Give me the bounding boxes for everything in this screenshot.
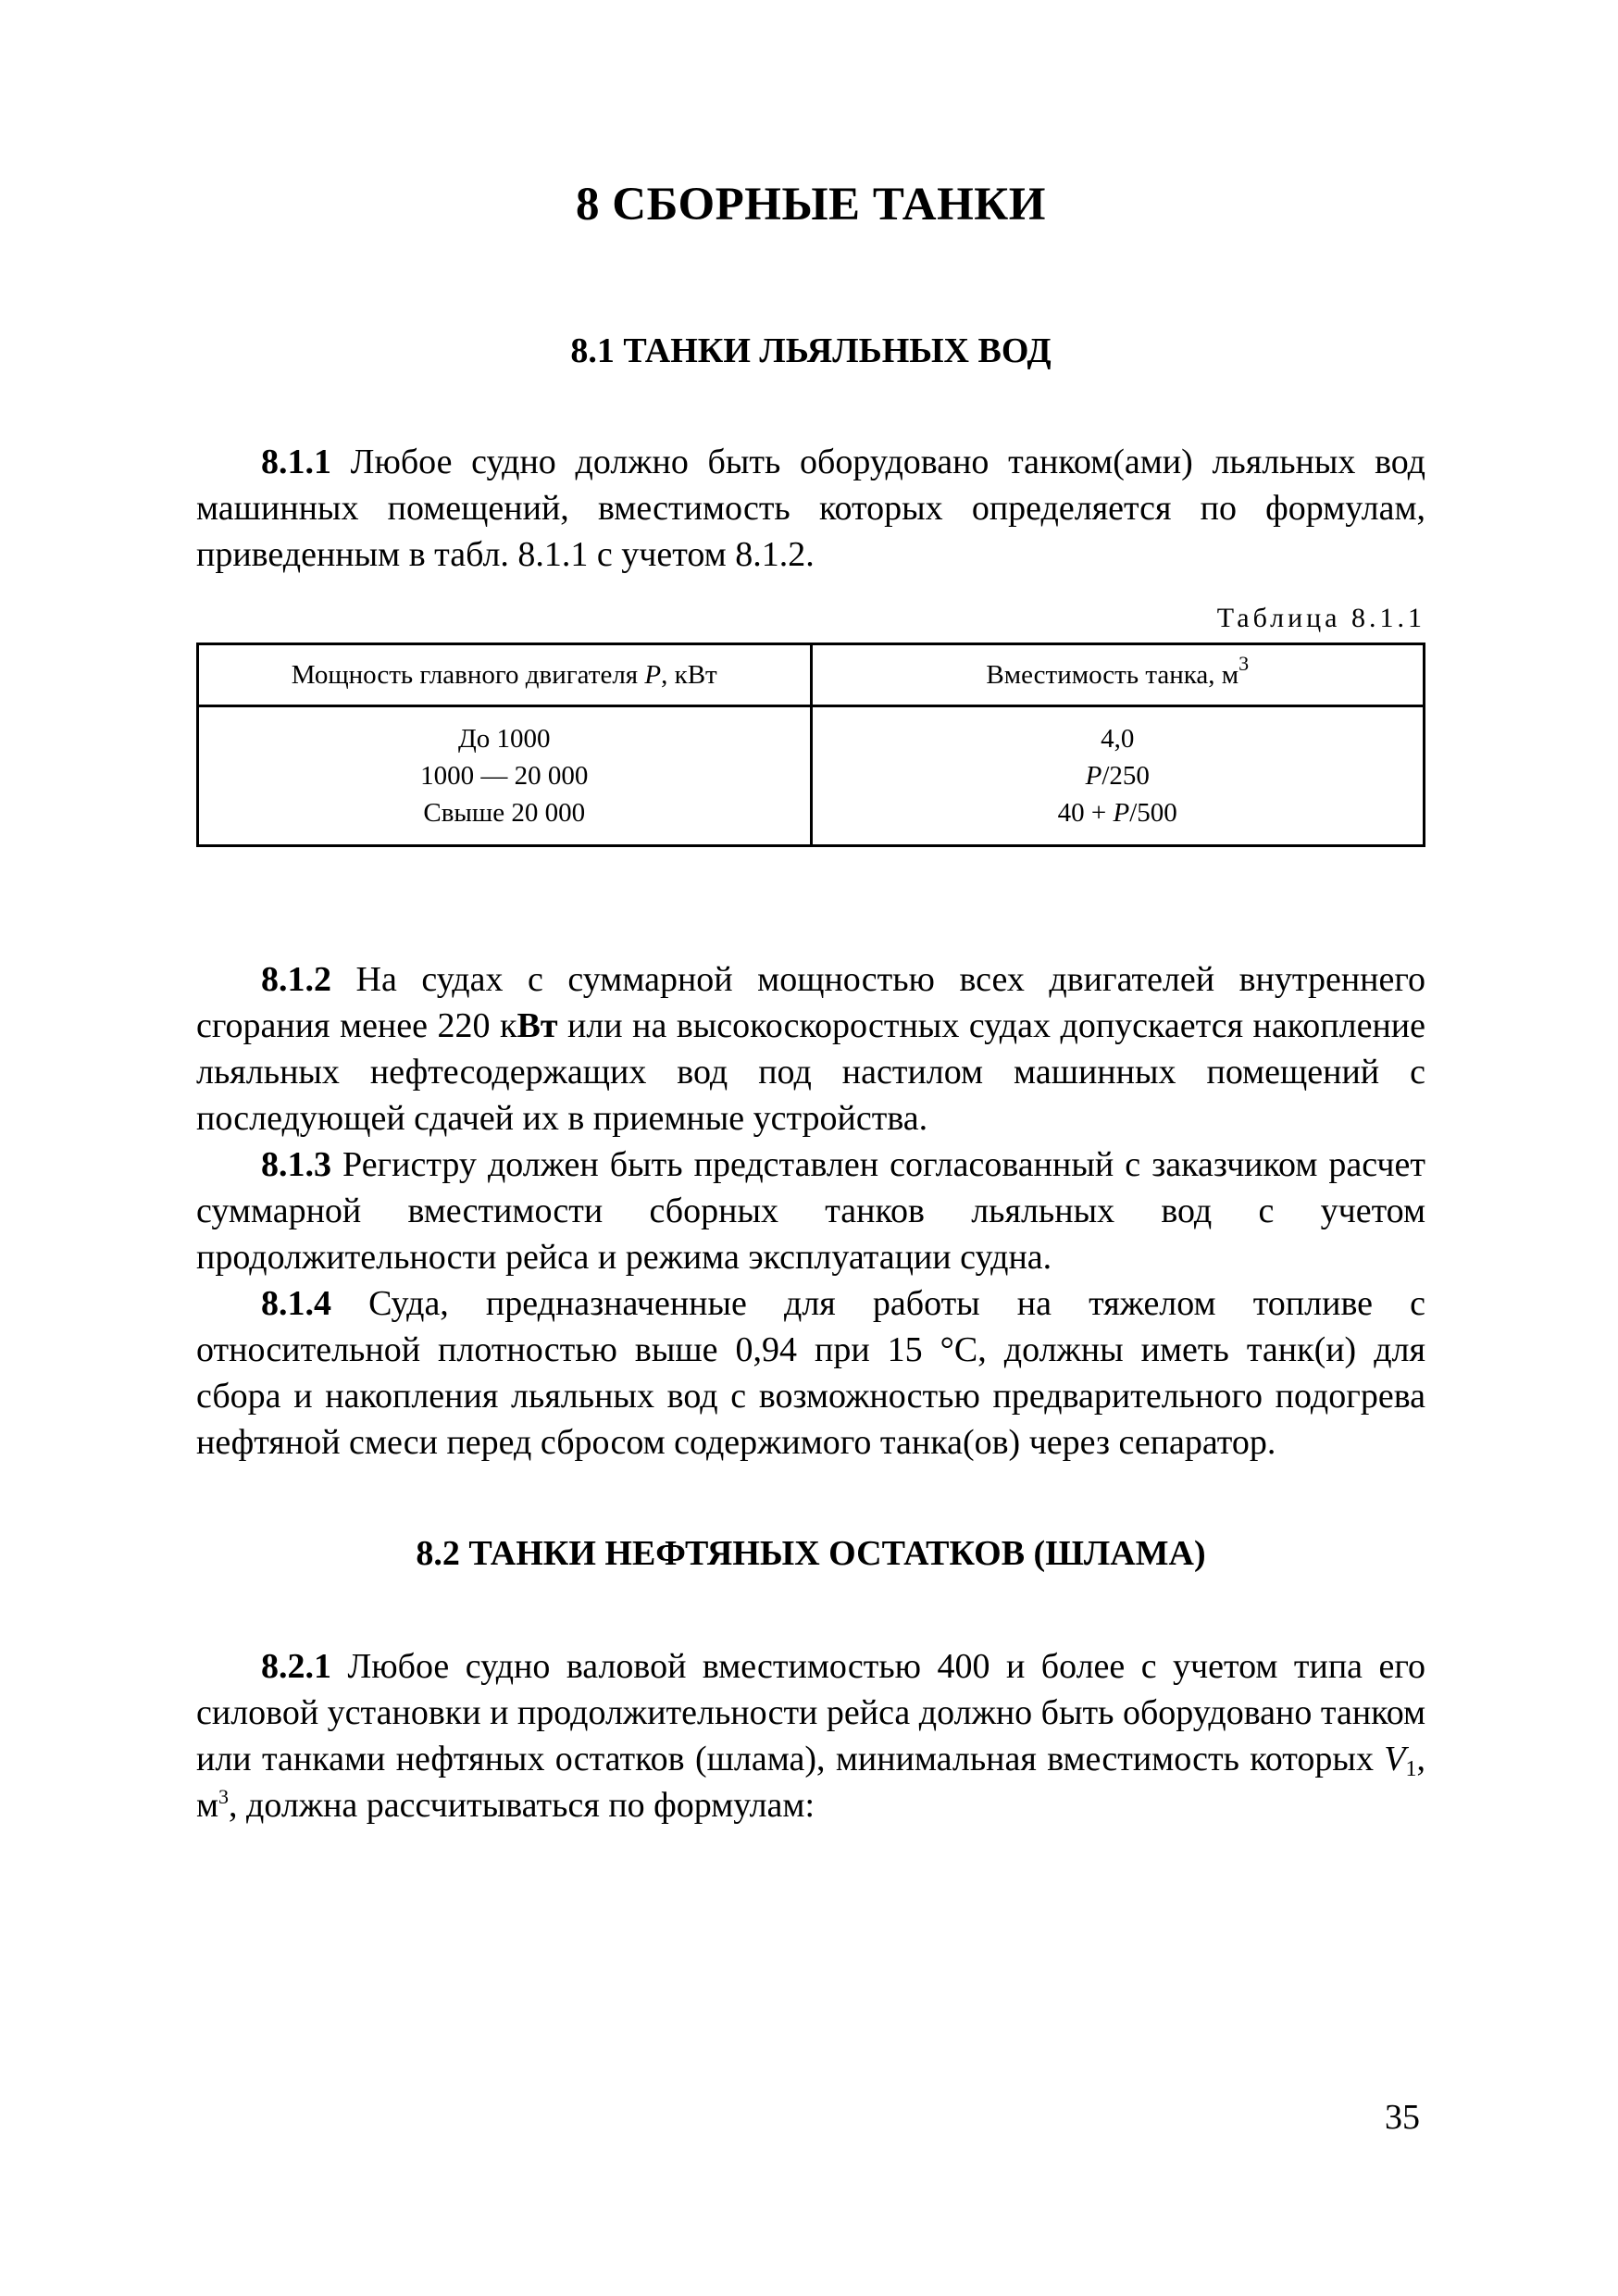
- paragraph-number: 8.1.2: [261, 960, 331, 999]
- power-value: До 1000: [457, 724, 551, 754]
- header-power-text: Мощность главного двигателя: [291, 659, 645, 690]
- capacity-var: P: [1085, 761, 1102, 791]
- capacity-value: [813, 757, 1424, 794]
- paragraph-text: Суда, предназначенные для работы на тяжелом топливе с относительной плотностью выше 0,94 при 15 °С, должны иметь танк(и) для сбора и накопления льяльных вод с возможностью предварительного подогрева нефтяной смеси перед сбросом содержимого танка(ов) через сепаратор.: [196, 1284, 1425, 1462]
- table-header-row: [198, 644, 1425, 706]
- section-8-2-title: 8.2 ТАНКИ НЕФТЯНЫХ ОСТАТКОВ (ШЛАМА): [416, 1534, 1206, 1573]
- paragraph-8-1-4: [196, 1280, 1425, 1466]
- capacity-rest: /500: [1129, 798, 1177, 828]
- unit-sup: 3: [218, 1785, 230, 1808]
- section-8-1-title: 8.1 ТАНКИ ЛЬЯЛЬНЫХ ВОД: [570, 331, 1052, 370]
- capacity-table: [196, 643, 1425, 847]
- capacity-var: P: [1113, 798, 1130, 828]
- capacity-prefix: 40 +: [1057, 798, 1114, 828]
- paragraph-text: На судах с суммарной мощностью всех двигателей внутреннего сгорания менее 220 к: [196, 960, 1425, 1045]
- page-content: [196, 172, 1425, 1828]
- chapter-title: 8 СБОРНЫЕ ТАНКИ: [576, 179, 1046, 231]
- paragraph-number: 8.1.4: [261, 1284, 331, 1323]
- power-value: Свыше 20 000: [423, 798, 586, 828]
- paragraph-8-1-3: [196, 1142, 1425, 1280]
- paragraph-8-1-1: [196, 439, 1425, 578]
- paragraph-text: или на высокоскоростных судах допускается накопление льяльных нефтесодержащих вод под настилом машинных помещений с последующей сдачей их в приемные устройства.: [196, 1006, 1425, 1138]
- paragraph-8-2-1: [196, 1643, 1425, 1828]
- capacity-value: 4,0: [1101, 724, 1135, 754]
- capacity-value: [813, 794, 1424, 831]
- table-caption: Таблица 8.1.1: [1216, 603, 1425, 633]
- header-power: [198, 644, 812, 706]
- paragraph-bold-unit: Вт: [517, 1006, 558, 1045]
- capacity-rest: /250: [1101, 761, 1150, 791]
- power-value: 1000 — 20 000: [420, 761, 589, 791]
- paragraph-number: 8.1.3: [261, 1145, 331, 1184]
- table-row: [198, 706, 1425, 846]
- paragraph-text: Любое судно валовой вместимостью 400 и более с учетом типа его силовой установки и продолжительности рейса должно быть оборудовано танком или танками нефтяных остатков (шлама), минимальная вместимость которых: [196, 1647, 1426, 1778]
- header-capacity-sup: 3: [1238, 651, 1250, 675]
- power-cell: [198, 706, 812, 846]
- header-capacity: [811, 644, 1425, 706]
- paragraph-text: , должна рассчитываться по формулам:: [229, 1786, 815, 1825]
- page-number: 35: [1385, 2098, 1420, 2137]
- paragraph-text: Регистру должен быть представлен согласованный с заказчиком расчет суммарной вместимости сборных танков льяльных вод с учетом продолжительности рейса и режима эксплуатации судна.: [196, 1145, 1425, 1277]
- formula-var-sub: 1: [1405, 1757, 1417, 1781]
- formula-var: V: [1384, 1740, 1406, 1778]
- header-capacity-text: Вместимость танка, м: [986, 659, 1239, 690]
- header-power-var: P: [644, 659, 662, 690]
- paragraph-number: 8.2.1: [261, 1647, 331, 1686]
- paragraph-number: 8.1.1: [261, 443, 331, 481]
- paragraph-text: Любое судно должно быть оборудовано танком(ами) льяльных вод машинных помещений, вместимость которых определяется по формулам, приведенным в табл. 8.1.1 с учетом 8.1.2.: [196, 443, 1425, 574]
- capacity-cell: [811, 706, 1425, 846]
- paragraph-text: , м: [196, 1740, 1425, 1825]
- paragraph-8-1-2: [196, 956, 1425, 1142]
- header-power-unit: , кВт: [661, 659, 717, 690]
